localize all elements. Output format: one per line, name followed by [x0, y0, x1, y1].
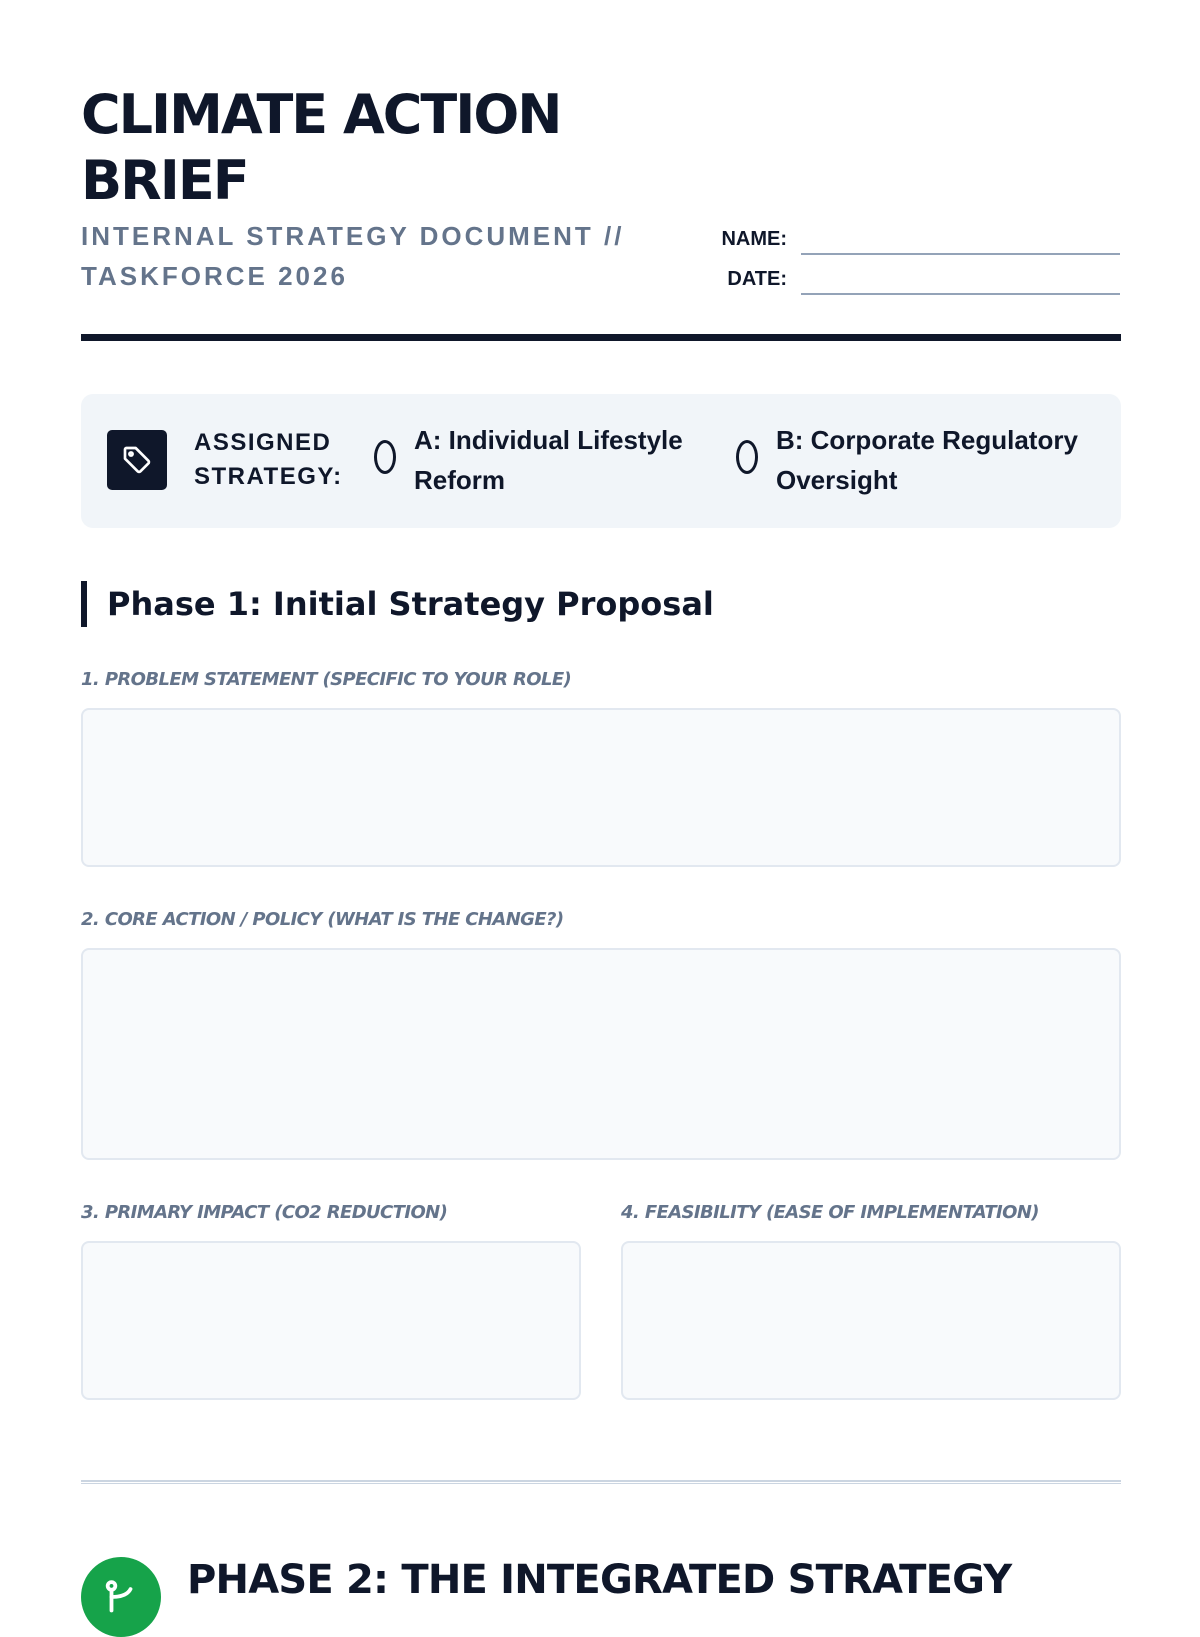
question-3-label: 3. PRIMARY IMPACT (CO2 REDUCTION) [81, 1202, 448, 1223]
phase-2-title: PHASE 2: THE INTEGRATED STRATEGY [187, 1557, 1012, 1603]
phase-1-title: Phase 1: Initial Strategy Proposal [107, 585, 714, 623]
radio-option-b[interactable] [736, 440, 758, 474]
question-2-label: 2. CORE ACTION / POLICY (WHAT IS THE CHANGE?) [81, 909, 564, 930]
name-label: NAME: [721, 228, 787, 250]
date-field [700, 262, 1120, 298]
assigned-strategy-panel [81, 394, 1121, 528]
option-b-label: B: Corporate Regulatory Oversight [776, 425, 1078, 495]
strategy-option-b[interactable] [736, 420, 1106, 504]
document-subtitle: INTERNAL STRATEGY DOCUMENT // TASKFORCE 2026 [81, 221, 625, 291]
feasibility-box[interactable] [621, 1241, 1121, 1400]
header-divider [81, 334, 1121, 341]
section-divider [81, 1480, 1121, 1484]
assigned-strategy-label: ASSIGNED STRATEGY: [194, 429, 343, 490]
radio-option-a[interactable] [374, 440, 396, 474]
question-1-label: 1. PROBLEM STATEMENT (SPECIFIC TO YOUR ROLE) [81, 669, 572, 690]
document-title: CLIMATE ACTION BRIEF [81, 83, 561, 212]
heading-accent-bar [81, 581, 87, 627]
phase-1-heading [81, 581, 981, 627]
name-field [700, 222, 1120, 258]
date-label: DATE: [727, 268, 787, 290]
strategy-option-a[interactable] [374, 420, 694, 504]
question-4-label: 4. FEASIBILITY (EASE OF IMPLEMENTATION) [621, 1202, 1039, 1223]
date-input-line[interactable] [801, 293, 1120, 295]
name-input-line[interactable] [801, 253, 1120, 255]
problem-statement-box[interactable] [81, 708, 1121, 867]
merge-icon [81, 1557, 161, 1637]
core-action-box[interactable] [81, 948, 1121, 1160]
option-a-label: A: Individual Lifestyle Reform [414, 425, 683, 495]
primary-impact-box[interactable] [81, 1241, 581, 1400]
tag-icon [107, 430, 167, 490]
